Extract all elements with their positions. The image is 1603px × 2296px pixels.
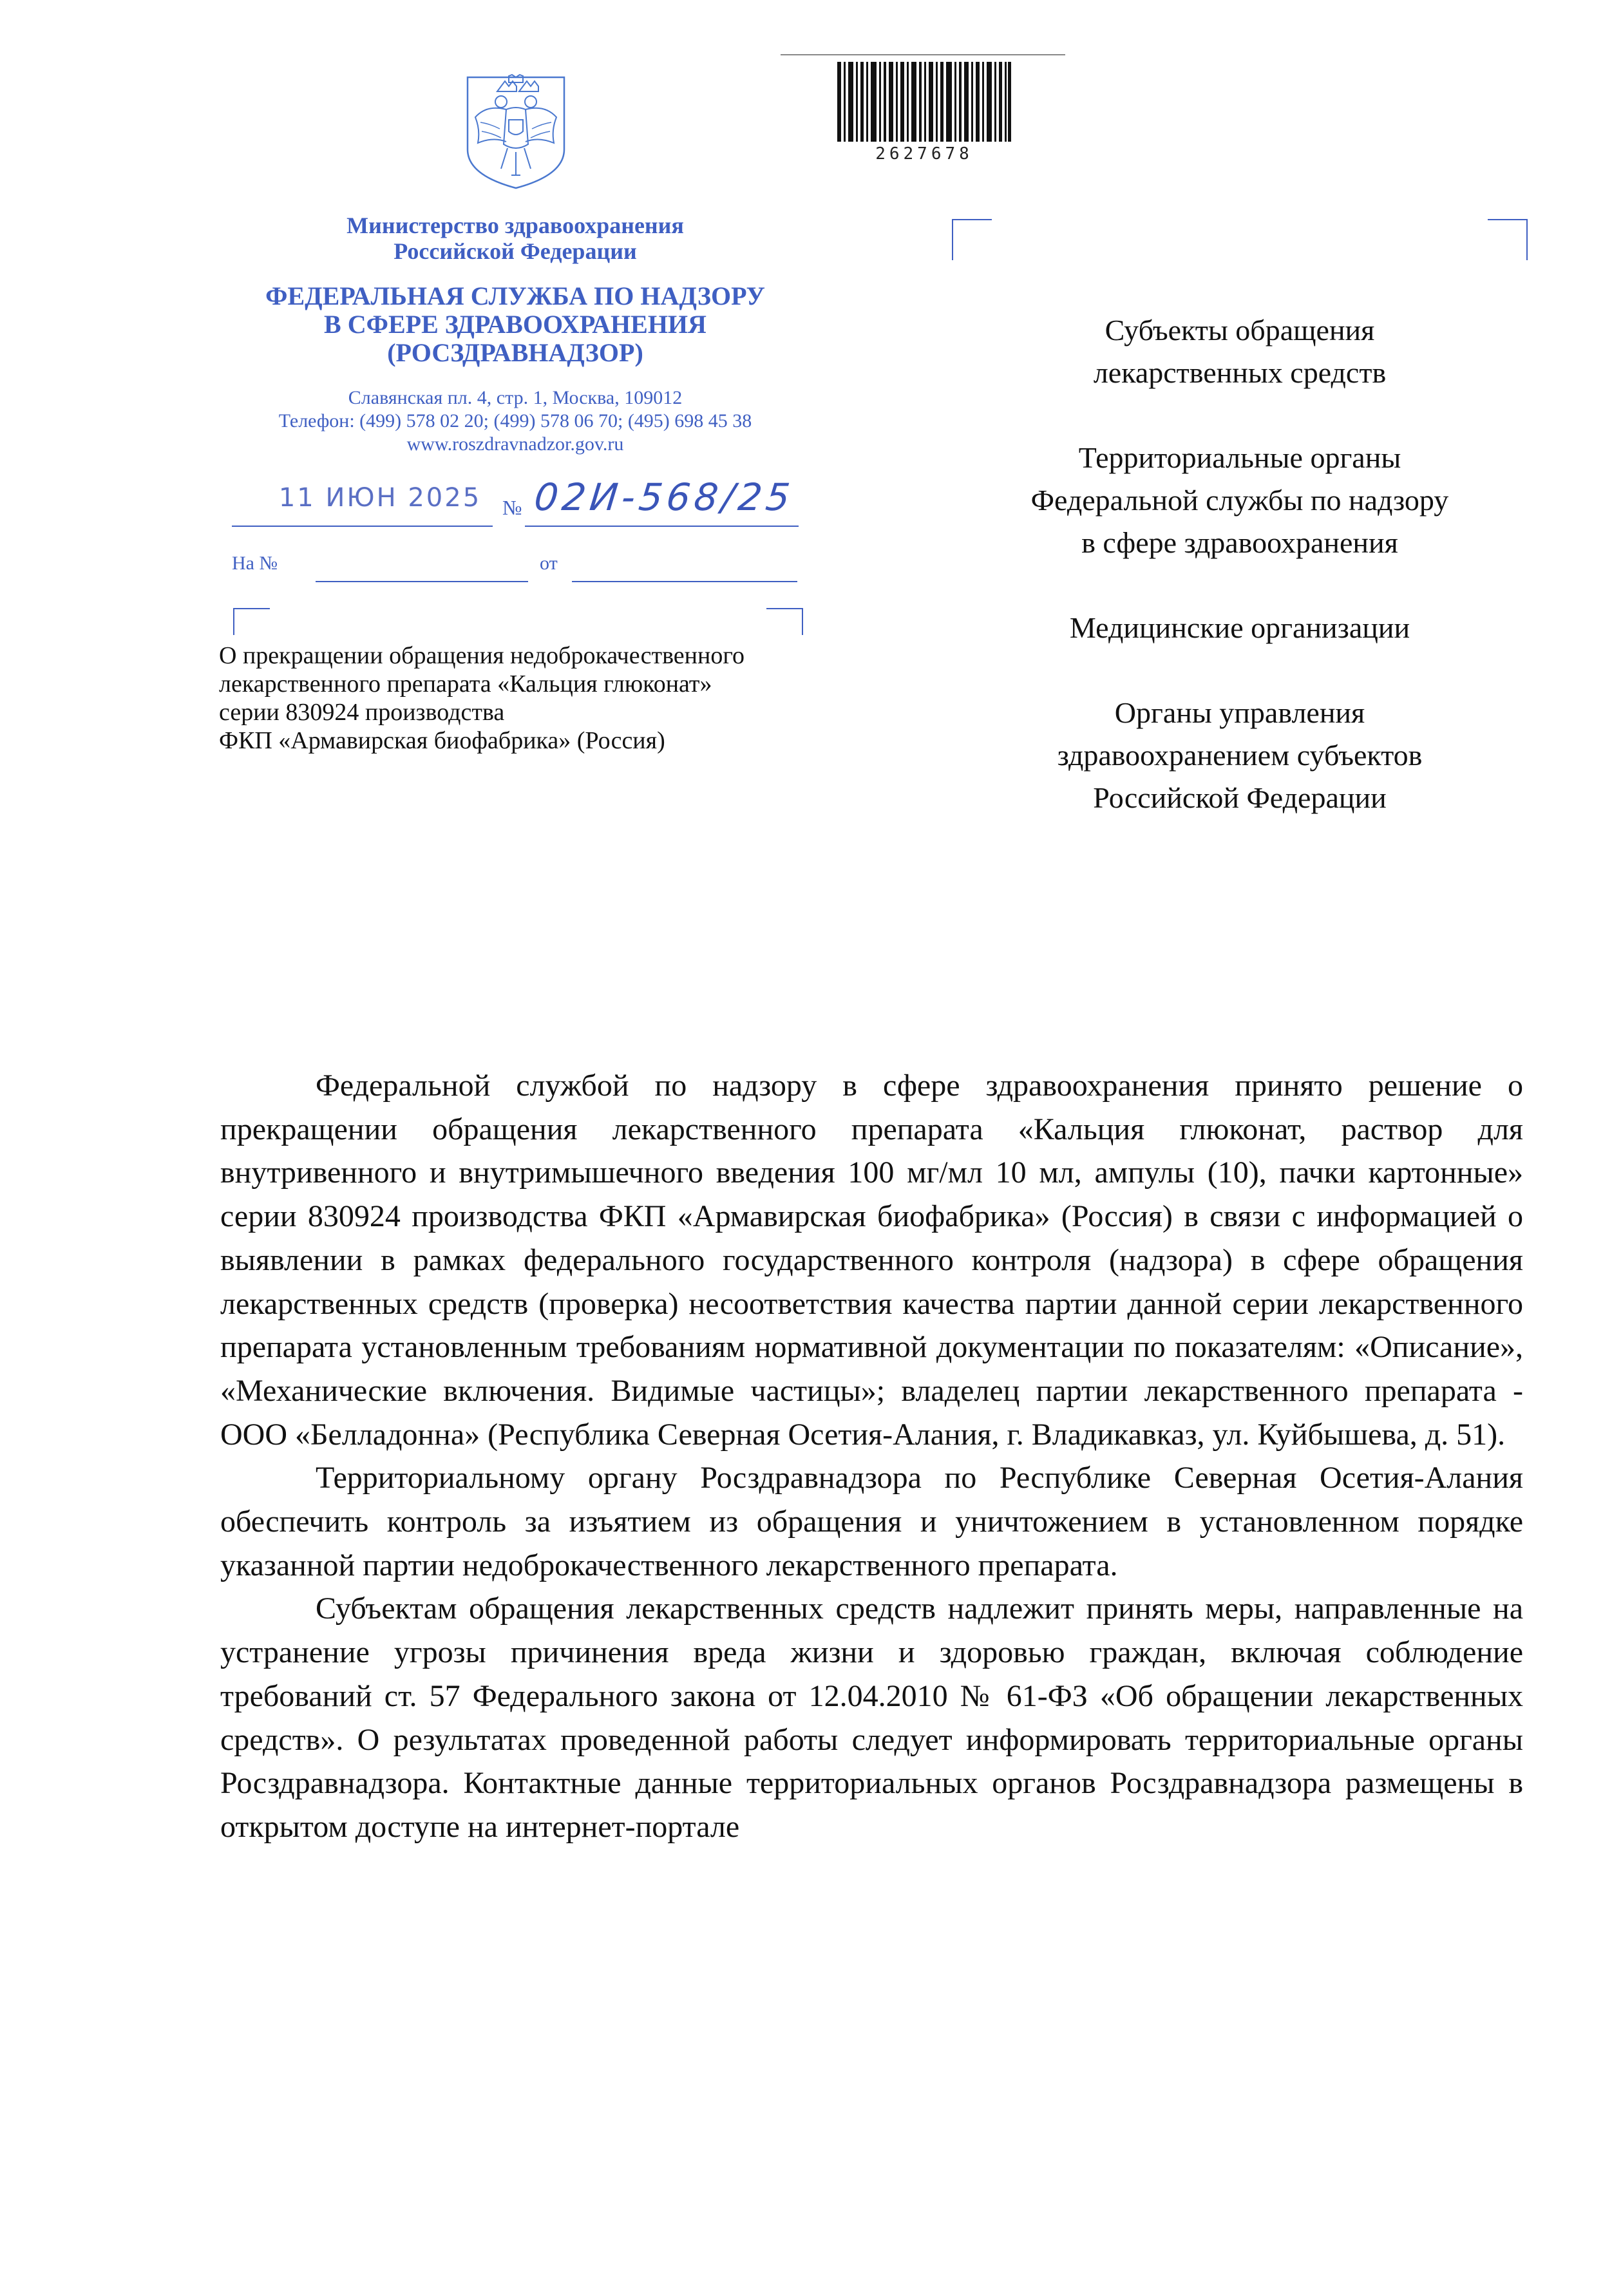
registration-date-stamp: 11 ИЮН 2025 [278,483,482,513]
coat-of-arms-emblem-icon [461,72,571,192]
service-name: ФЕДЕРАЛЬНАЯ СЛУЖБА ПО НАДЗОРУ В СФЕРЕ ЗДРАВООХРАНЕНИЯ (РОСЗДРАВНАДЗОР) [265,281,765,367]
reply-to-field [316,581,528,582]
barcode-top-rule [781,54,1065,55]
document-barcode [837,62,1011,142]
addressee-bracket-right [1488,219,1528,260]
phone-numbers: Телефон: (499) 578 02 20; (499) 578 06 70; (495) 698 45 38 [278,410,752,432]
from-field [572,581,797,582]
letter-subject: О прекращении обращения недоброкачественного лекарственного препарата «Кальция глюконат» серии 830924 производства ФКП «Армавирская биофабрика» (Россия) [219,642,745,754]
addressee: Медицинские организации [1069,611,1410,644]
body-paragraph: Территориальному органу Росздравнадзора по Республике Северная Осетия-Алания обеспечить контроль за изъятием из обращения и уничтожением в установленном порядке указанной партии недоброкачественного лекарственного препарата. [220,1461,1523,1582]
postal-address: Славянская пл. 4, стр. 1, Москва, 109012 [348,387,683,408]
number-underline [525,526,799,527]
addressee: Органы управления здравоохранением субъектов Российской Федерации [1057,696,1423,814]
subject-bracket-left [233,608,270,635]
ministry-name: Министерство здравоохранения Российской Федерации [346,213,684,264]
subject-bracket-right [766,608,803,635]
body-paragraph: Федеральной службой по надзору в сфере здравоохранения принято решение о прекращении обращения лекарственного препарата «Кальция глюконат, раствор для внутривенного и внутримышечного введения 100 мг/мл 10 мл, ампулы (10), пачки картонные» серии 830924 производства ФКП «Армавирская биофабрика» (Россия) в связи с информацией о выявлении в рамках федерального государственного контроля (надзора) в сфере обращения лекарственных средств (проверка) несоответствия качества партии данной серии лекарственного препарата установленным требованиям нормативной документации по показателям: «Описание», «Механические включения. Видимые частицы»; владелец партии лекарственного препарата - ООО «Белладонна» (Республика Северная Осетия-Алания, г. Владикавказ, ул. Куйбышева, д. 51). [220,1068,1523,1452]
barcode-number: 2627678 [875,144,973,164]
number-sign: № [502,496,522,519]
addressee: Субъекты обращения лекарственных средств [1093,314,1387,389]
date-underline [232,526,493,527]
letter-body [220,1064,1523,1849]
addressee-bracket-left [952,219,992,260]
contact-block [193,386,837,456]
from-label: от [540,553,558,574]
website: www.roszdravnadzor.gov.ru [406,433,624,455]
body-paragraph: Субъектам обращения лекарственных средств надлежит принять меры, направленные на устранение угрозы причинения вреда жизни и здоровью граждан, включая соблюдение требований ст. 57 Федерального закона от 12.04.2010 № 61-ФЗ «Об обращении лекарственных средств». О результатах проведенной работы следует информировать территориальные органы Росздравнадзора. Контактные данные территориальных органов Росздравнадзора размещены в открытом доступе на интернет-портале [220,1591,1523,1844]
addressee: Территориальные органы Федеральной службы по надзору в сфере здравоохранения [1030,441,1449,559]
registration-number: 02И-568/25 [532,475,796,519]
addressee-list [934,309,1546,862]
reply-to-label: На № [232,553,278,574]
